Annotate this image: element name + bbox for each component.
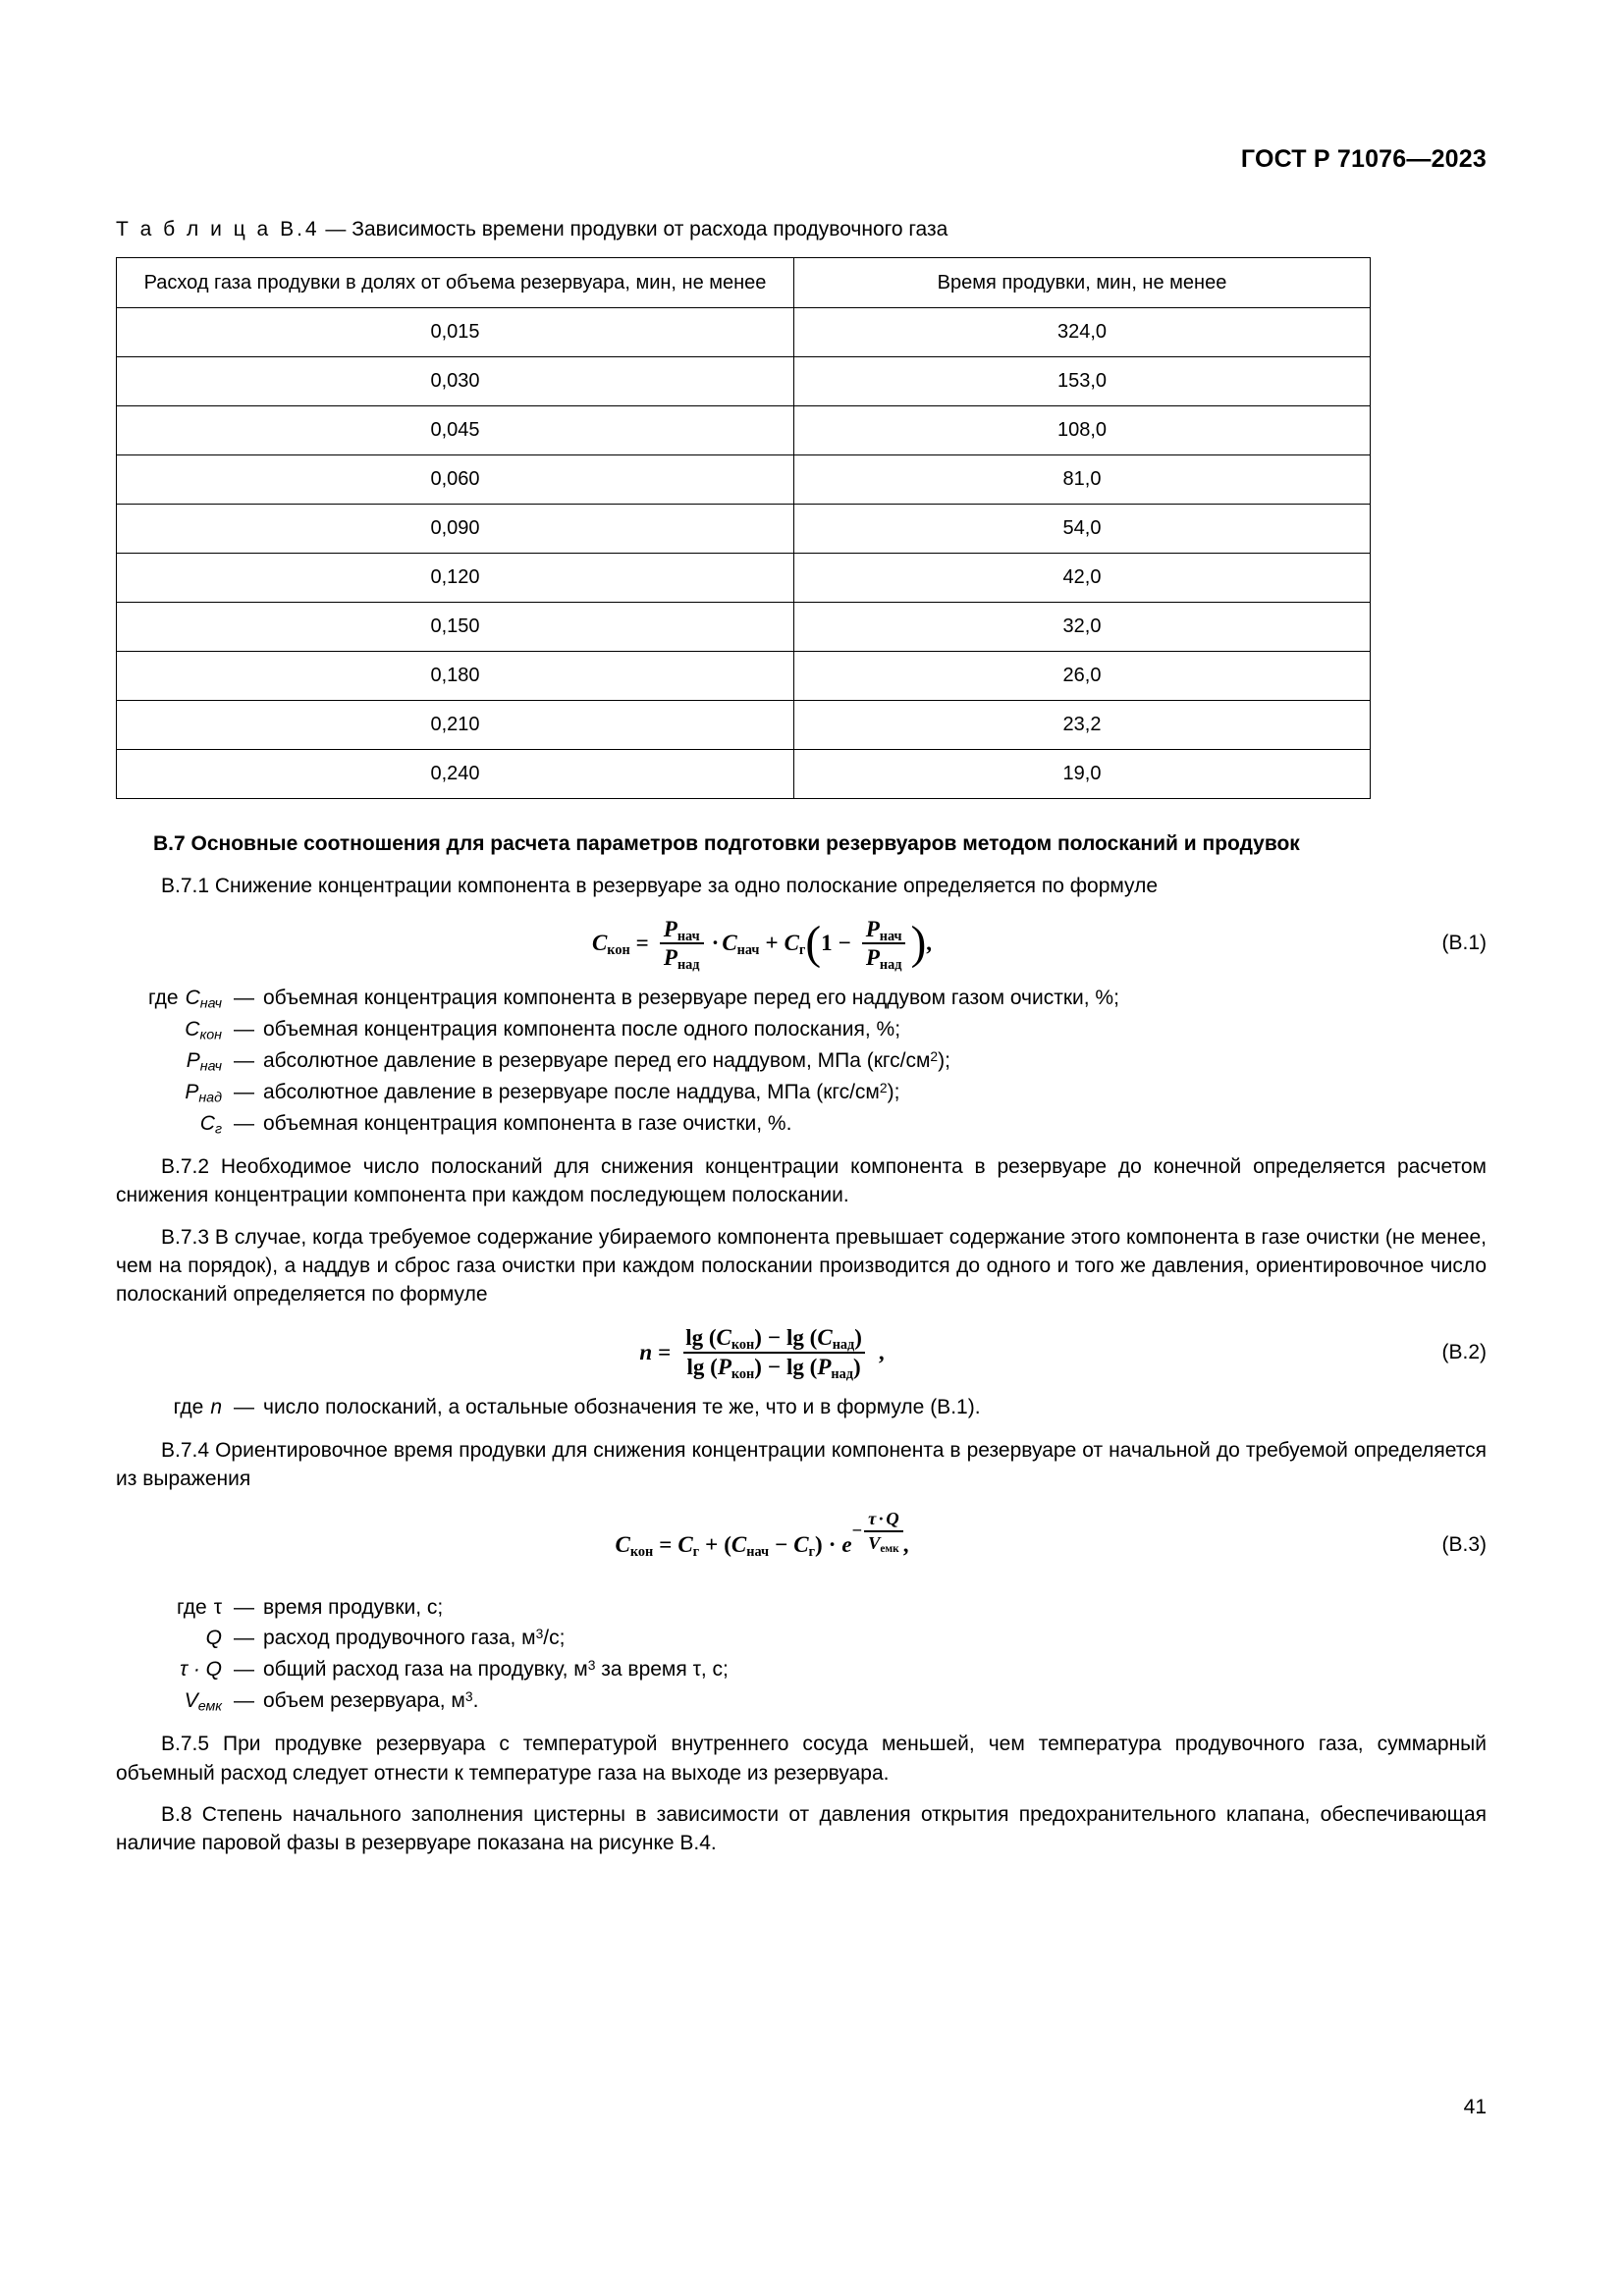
section-heading-b7: В.7 Основные соотношения для расчета параметров подготовки резервуаров методом полосканий и продувок bbox=[153, 832, 1300, 855]
fraction-numerator: $\lg (C_{кон}) - \lg (C_{над})$ bbox=[685, 1325, 862, 1354]
cell-flow: 0,180 bbox=[117, 652, 794, 701]
table-row bbox=[117, 701, 1371, 750]
cell-time: 23,2 bbox=[794, 701, 1371, 750]
formula-b3-euler: e bbox=[841, 1531, 852, 1557]
formula-b1 bbox=[592, 917, 932, 972]
where-dash: — bbox=[234, 1658, 254, 1682]
fraction-numerator: $P_{нач}$ bbox=[663, 916, 700, 944]
formula-b1-fraction-1 bbox=[660, 917, 704, 972]
where-item bbox=[116, 1392, 1487, 1423]
exponent-minus: − bbox=[851, 1521, 863, 1541]
cell-time: 153,0 bbox=[794, 357, 1371, 406]
formula-b2-fraction bbox=[681, 1325, 866, 1380]
where-lead: где bbox=[177, 1595, 207, 1619]
where-list-b2 bbox=[116, 1392, 1487, 1423]
cell-time: 19,0 bbox=[794, 750, 1371, 799]
formula-b1-term3: $C_г$ bbox=[784, 931, 806, 959]
cell-flow: 0,210 bbox=[117, 701, 794, 750]
where-dash: — bbox=[234, 1689, 254, 1713]
where-lead: где bbox=[173, 1395, 204, 1418]
where-definition: число полосканий, а остальные обозначения те же, что и в формуле (В.1). bbox=[263, 1395, 981, 1418]
table-row bbox=[117, 603, 1371, 652]
where-item bbox=[116, 1592, 1487, 1624]
cell-time: 324,0 bbox=[794, 308, 1371, 357]
formula-b2 bbox=[639, 1325, 884, 1380]
formula-b2-lhs: n bbox=[639, 1339, 653, 1364]
column-header-flow: Расход газа продувки в долях от объема резервуара, мин, не менее bbox=[117, 258, 794, 308]
formula-b1-one: 1 bbox=[821, 931, 833, 956]
where-definition: объемная концентрация компонента в резервуаре перед его наддувом газом очистки, %; bbox=[263, 987, 1119, 1010]
formula-b3-plus: + bbox=[705, 1531, 719, 1557]
where-definition: абсолютное давление в резервуаре после наддува, МПа $(кгс/см^2)$; bbox=[263, 1079, 900, 1104]
formula-b3-term2: $C_{нач}$ bbox=[731, 1531, 770, 1560]
where-definition: объемная концентрация компонента после одного полоскания, %; bbox=[263, 1018, 901, 1041]
where-dash: — bbox=[234, 1395, 254, 1418]
formula-b3-exponent bbox=[852, 1509, 903, 1553]
where-dash: — bbox=[234, 1049, 254, 1073]
formula-b1-open-paren: ( bbox=[805, 918, 822, 970]
formula-b1-minus: − bbox=[838, 931, 851, 956]
where-lead: где bbox=[147, 987, 179, 1010]
formula-b3-open-paren: ( bbox=[724, 1531, 731, 1557]
cell-time: 54,0 bbox=[794, 505, 1371, 554]
where-item bbox=[116, 1623, 1487, 1654]
page-content bbox=[116, 218, 1487, 1858]
where-definition: абсолютное давление в резервуаре перед его наддувом, МПа $(кгс/см^2)$; bbox=[263, 1047, 950, 1073]
where-dash: — bbox=[234, 1627, 254, 1650]
table-b4 bbox=[116, 257, 1371, 799]
table-row bbox=[117, 357, 1371, 406]
cell-time: 32,0 bbox=[794, 603, 1371, 652]
where-item bbox=[116, 1014, 1487, 1045]
formula-b1-term2: $C_{нач}$ bbox=[722, 931, 760, 959]
fraction-numerator: τ · Q bbox=[868, 1508, 899, 1528]
paragraph-b7-1: В.7.1 Снижение концентрации компонента в резервуаре за одно полоскание определяется по формуле bbox=[161, 874, 1159, 897]
table-header-row bbox=[117, 258, 1371, 308]
formula-b1-number: (В.1) bbox=[1441, 932, 1487, 955]
paragraph-b8: В.8 Степень начального заполнения цистерны в зависимости от давления открытия предохранительного клапана, обеспечивающая наличие паровой фазы в резервуаре показана на рисунке В.4. bbox=[116, 1802, 1487, 1855]
cell-flow: 0,060 bbox=[117, 455, 794, 505]
cell-time: 42,0 bbox=[794, 554, 1371, 603]
table-row bbox=[117, 652, 1371, 701]
where-item bbox=[116, 1685, 1487, 1717]
where-dash: — bbox=[234, 987, 254, 1010]
cell-time: 108,0 bbox=[794, 406, 1371, 455]
where-symbol: где τ bbox=[177, 1595, 222, 1619]
formula-b3-row bbox=[116, 1508, 1487, 1582]
where-dash: — bbox=[234, 1018, 254, 1041]
where-dash: — bbox=[234, 1111, 254, 1135]
formula-b1-equals: = bbox=[635, 931, 649, 956]
where-symbol: где $C_{нач}$ bbox=[147, 987, 222, 1013]
formula-b1-comma: , bbox=[926, 931, 933, 956]
table-header bbox=[117, 258, 1371, 308]
paragraph-b7-2: В.7.2 Необходимое число полосканий для снижения концентрации компонента в резервуаре до конечной определяется расчетом снижения концентрации компонента при каждом последующем полоскании. bbox=[116, 1154, 1487, 1207]
cell-time: 26,0 bbox=[794, 652, 1371, 701]
where-item bbox=[116, 1077, 1487, 1108]
formula-b3-equals: = bbox=[659, 1531, 673, 1557]
formula-b3-close-paren: ) bbox=[815, 1531, 823, 1557]
cell-flow: 0,120 bbox=[117, 554, 794, 603]
formula-b1-plus: + bbox=[765, 931, 779, 956]
cell-flow: 0,090 bbox=[117, 505, 794, 554]
where-symbol: где n bbox=[173, 1395, 222, 1418]
formula-b2-equals: = bbox=[658, 1339, 672, 1364]
formula-b3-minus: − bbox=[775, 1531, 788, 1557]
formula-b1-row bbox=[116, 914, 1487, 973]
where-symbol: $C_{кон}$ bbox=[185, 1018, 222, 1043]
where-symbol: $V_{емк}$ bbox=[184, 1689, 222, 1715]
fraction-denominator: $V_{емк}$ bbox=[864, 1530, 903, 1554]
formula-b3-number: (В.3) bbox=[1441, 1532, 1487, 1556]
where-symbol: $C_г$ bbox=[199, 1111, 222, 1138]
cell-flow: 0,045 bbox=[117, 406, 794, 455]
table-row bbox=[117, 406, 1371, 455]
formula-b1-lhs: $C_{кон}$ bbox=[591, 931, 630, 959]
where-list-b1 bbox=[116, 983, 1487, 1140]
cell-flow: 0,030 bbox=[117, 357, 794, 406]
where-item bbox=[116, 1108, 1487, 1140]
where-definition: расход продувочного газа, $м^3/с$; bbox=[263, 1626, 566, 1650]
table-row bbox=[117, 455, 1371, 505]
where-definition: общий расход газа на продувку, $м^3$ за время τ, с; bbox=[263, 1657, 729, 1682]
where-symbol: τ · Q bbox=[180, 1658, 222, 1682]
fraction-denominator: $\lg (P_{кон}) - \lg (P_{над})$ bbox=[683, 1352, 865, 1380]
where-dash: — bbox=[234, 1081, 254, 1104]
table-row bbox=[117, 554, 1371, 603]
fraction-numerator: $P_{нач}$ bbox=[865, 916, 902, 944]
cell-flow: 0,150 bbox=[117, 603, 794, 652]
formula-b3-term1: $C_г$ bbox=[677, 1531, 700, 1560]
where-dash: — bbox=[234, 1595, 254, 1619]
paragraph-b7-4: В.7.4 Ориентировочное время продувки для снижения концентрации компонента в резервуаре от начальной до требуемой определяется из выражения bbox=[116, 1438, 1487, 1491]
formula-b3-dot: · bbox=[828, 1531, 837, 1557]
table-caption-label: Т а б л и ц а В.4 bbox=[116, 218, 320, 240]
table-row bbox=[117, 308, 1371, 357]
formula-b2-row bbox=[116, 1323, 1487, 1382]
where-item bbox=[116, 983, 1487, 1014]
cell-flow: 0,240 bbox=[117, 750, 794, 799]
paragraph-b7-3: В.7.3 В случае, когда требуемое содержание убираемого компонента превышает содержание этого компонента в газе очистки (не менее, чем на порядок), а наддув и сброс газа очистки при каждом полоскании производится до одного и того же давления, ориентировочное число полосканий определяется по формуле bbox=[116, 1225, 1487, 1307]
where-item bbox=[116, 1045, 1487, 1077]
cell-time: 81,0 bbox=[794, 455, 1371, 505]
where-symbol: $P_{нач}$ bbox=[186, 1049, 222, 1075]
fraction-denominator: $P_{над}$ bbox=[660, 942, 704, 971]
where-definition: время продувки, с; bbox=[263, 1595, 444, 1619]
paragraph-b7-5: В.7.5 При продувке резервуара с температурой внутреннего сосуда меньшей, чем температура продувочного газа, суммарный объемный расход следует отнести к температуре газа на выходе из резервуара. bbox=[116, 1733, 1487, 1785]
table-body bbox=[117, 308, 1371, 799]
formula-b2-number: (В.2) bbox=[1441, 1340, 1487, 1363]
formula-b3-lhs: $C_{кон}$ bbox=[615, 1531, 654, 1560]
table-row bbox=[117, 750, 1371, 799]
table-caption-text: — Зависимость времени продувки от расхода продувочного газа bbox=[319, 218, 948, 240]
exponent-fraction bbox=[864, 1509, 903, 1553]
cell-flow: 0,015 bbox=[117, 308, 794, 357]
formula-b3-comma: , bbox=[902, 1531, 909, 1557]
where-symbol: $P_{над}$ bbox=[185, 1081, 222, 1106]
formula-b1-fraction-2 bbox=[862, 917, 906, 972]
column-header-time: Время продувки, мин, не менее bbox=[794, 258, 1371, 308]
formula-b1-close-paren: ) bbox=[910, 918, 927, 970]
formula-b2-comma: , bbox=[878, 1339, 885, 1364]
where-list-b3 bbox=[116, 1592, 1487, 1718]
formula-b1-dot: · bbox=[711, 931, 720, 956]
document-standard-header: ГОСТ Р 71076—2023 bbox=[1240, 145, 1487, 173]
page-number: 41 bbox=[1463, 2096, 1487, 2118]
fraction-denominator: $P_{над}$ bbox=[862, 942, 906, 971]
where-definition: объемная концентрация компонента в газе очистки, %. bbox=[263, 1111, 792, 1135]
table-row bbox=[117, 505, 1371, 554]
where-definition: объем резервуара, $м^3$. bbox=[263, 1688, 479, 1713]
where-symbol: Q bbox=[205, 1627, 222, 1650]
formula-b3-term3: $C_г$ bbox=[793, 1531, 816, 1560]
where-item bbox=[116, 1654, 1487, 1685]
table-caption bbox=[116, 218, 1487, 241]
